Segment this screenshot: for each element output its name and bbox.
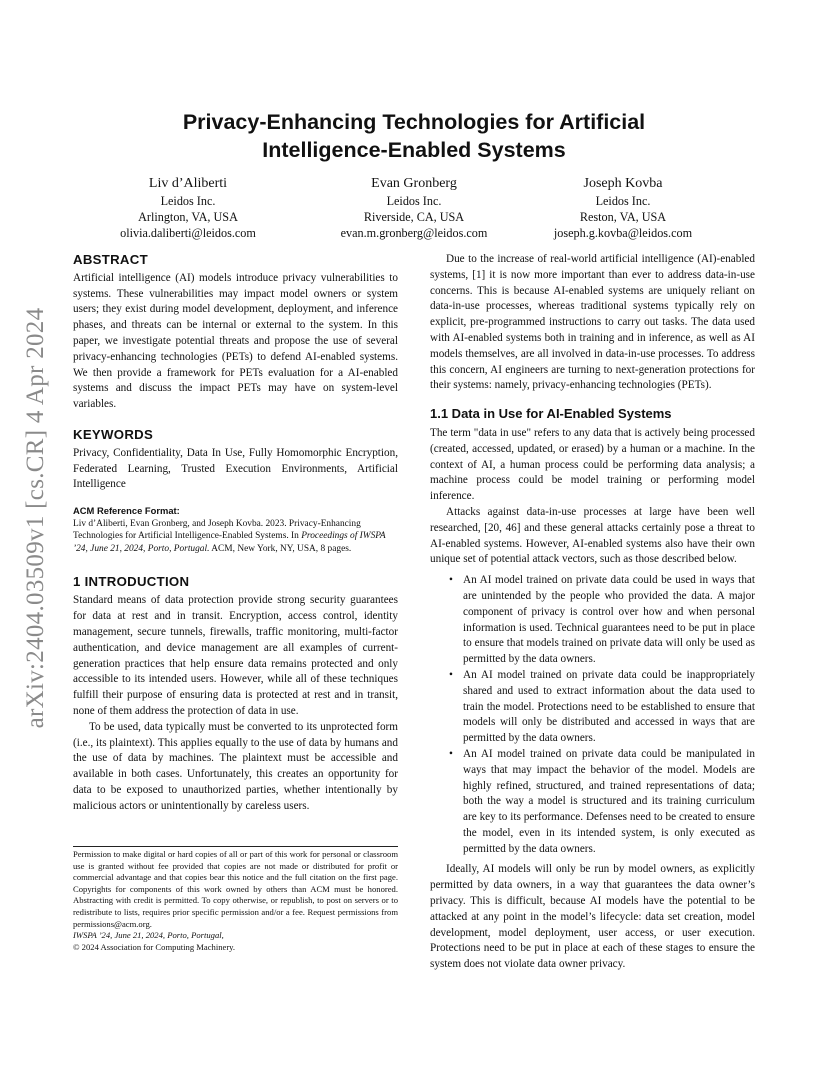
paper-title bbox=[73, 108, 755, 164]
section-paragraph-2: Attacks against data-in-use processes at large have been well researched, [20, 46] and these general attacks certainly pose a threat to AI-enabled systems. However, AI-enabled systems also have their own unique set of potential attack vectors, such as those described below. bbox=[430, 505, 755, 566]
keywords-text: Privacy, Confidentiality, Data In Use, Fully Homomorphic Encryption, Federated Learning, Trusted Execution Environments, Artificial Intelligence bbox=[73, 446, 398, 491]
list-item bbox=[430, 573, 755, 668]
title-line-2: Intelligence-Enabled Systems bbox=[262, 138, 566, 162]
author-name: Evan Gronberg bbox=[371, 176, 457, 191]
author-name: Joseph Kovba bbox=[583, 176, 663, 191]
footnote-copyright: © 2024 Association for Computing Machinery. bbox=[73, 941, 236, 952]
arxiv-sidebar-stamp bbox=[0, 0, 60, 1072]
section-1-1-heading: 1.1 Data in Use for AI-Enabled Systems bbox=[430, 406, 672, 422]
intro-continuation-paragraph: Due to the increase of real-world artificial intelligence (AI)-enabled systems, [1] it is now more important than ever to address data-in-use concerns. This is because AI-enabled systems are uniquely reliant on data-in-use processes, whereas traditional systems typically rely on explicit, pre-programmed instructions to carry out tasks. The data used with AI-enabled systems both in training and in inference, as well as AI models themselves, are all involved in data-in-use processes. To address this concern, AI engineers are turning to next-generation protections for their systems: namely, privacy-enhancing technologies (PETs). bbox=[430, 253, 755, 392]
author-location: Reston, VA, USA bbox=[579, 210, 667, 224]
intro-paragraph-2: To be used, data typically must be converted to its unprotected form (i.e., its plaintext). This applies equally to the use of data by humans and the use of data by machines. The plaintext must be accessible and available in both cases. Unfortunately, this creates an opportunity for data to be exposed to unauthorized parties, whether intentionally by malicious actors or unintentionally by careless users. bbox=[73, 720, 398, 812]
list-item-text: An AI model trained on private data could be manipulated in ways that may impact the behavior of the model. Models are highly refined, structured, and trained representations of data; both the way a model is structured and its training curriculum are key to its performance. Defenses need to be created to ensure the model, even in its intended system, is only executed as permitted by the data owners. bbox=[463, 747, 755, 855]
author-name: Liv d’Aliberti bbox=[148, 176, 228, 191]
bullet-icon: • bbox=[449, 668, 453, 681]
permission-text: Permission to make digital or hard copies of all or part of this work for personal or classroom use is granted without fee provided that copies are not made or distributed for profit or commercial advantage and that copies bear this notice and the full citation on the first page. Copyrights for components of this work owned by others than ACM must be honored. Abstracting with credit is permitted. To copy otherwise, or republish, to post on servers or to redistribute to lists, requires prior specific permission and/or a fee. Request permissions from permissions@acm.org. bbox=[73, 849, 398, 929]
keywords-heading: KEYWORDS bbox=[73, 426, 154, 442]
author-location: Arlington, VA, USA bbox=[138, 210, 238, 224]
introduction-heading: 1 INTRODUCTION bbox=[73, 573, 190, 589]
author-block-1 bbox=[88, 175, 288, 241]
permission-footnote bbox=[73, 849, 398, 953]
author-affiliation: Leidos Inc. bbox=[595, 194, 651, 208]
author-location: Riverside, CA, USA bbox=[363, 210, 465, 224]
acm-reference-publisher: ACM, New York, NY, USA, 8 pages. bbox=[209, 543, 352, 554]
acm-reference-citation: Liv d’Aliberti, Evan Gronberg, and Joseph Kovba. 2023. Privacy-Enhancing Technologies for Artificial Intelligence-Enabled Systems. In bbox=[73, 518, 361, 542]
section-paragraph-3: Ideally, AI models will only be run by model owners, as explicitly permitted by data owners, in a way that guarantees the data owner’s privacy. This is difficult, because AI models have the potential to be attacked at any point in the model’s lifecycle: data set creation, model development, model deployment, user access, or user execution. Protections need to be put in place at each of these stages to ensure the system does not violate data owner privacy. bbox=[430, 863, 755, 971]
author-email: joseph.g.kovba@leidos.com bbox=[553, 226, 693, 240]
author-affiliation: Leidos Inc. bbox=[386, 194, 442, 208]
list-item bbox=[430, 747, 755, 858]
list-item-text: An AI model trained on private data could be used in ways that are unintended by the people who provided the data. A major component of privacy is control over how and when personal information is used. Technical guarantees need to be put in place to ensure that models trained on private data will only be used as permitted by the data owners. bbox=[463, 574, 755, 666]
author-email: evan.m.gronberg@leidos.com bbox=[340, 226, 488, 240]
right-column bbox=[430, 252, 755, 973]
intro-paragraph-1: Standard means of data protection provide strong security guarantees for data at rest and in transit. Encryption, access control, identity management, secure tunnels, firewalls, traffic monitoring, multi-factor authentication, and device management are all examples of current-generation practices that help ensure data remains protected and only accessible to its intended users. However, while all of these techniques fulfill their purpose of ensuring data is protected at rest and in transit, none of them address the protection of data in use. bbox=[73, 594, 398, 717]
bullet-icon: • bbox=[449, 747, 453, 760]
bullet-icon: • bbox=[449, 574, 453, 587]
arxiv-id: arXiv:2404.03509v1 [cs.CR] 4 Apr 2024 bbox=[22, 307, 49, 729]
title-line-1: Privacy-Enhancing Technologies for Artificial bbox=[182, 110, 646, 134]
acm-reference-text bbox=[73, 518, 398, 556]
acm-reference-label: ACM Reference Format: bbox=[73, 505, 180, 517]
abstract-heading: ABSTRACT bbox=[73, 252, 148, 267]
author-affiliation: Leidos Inc. bbox=[160, 194, 216, 208]
list-item bbox=[430, 668, 755, 747]
footnote-venue: IWSPA ’24, June 21, 2024, Porto, Portugal, bbox=[73, 930, 224, 941]
list-item-text: An AI model trained on private data could be inappropriately shared and used to extract information about the data used to train the model. Protections need to be established to ensure that models will only be distributed and accessed in ways that are permitted by the data owners. bbox=[463, 668, 755, 745]
attack-vector-list bbox=[430, 573, 755, 857]
acm-reference bbox=[73, 505, 398, 555]
footnote-divider bbox=[73, 846, 398, 847]
left-column bbox=[73, 252, 398, 814]
acm-reference-venue: Proceedings of IWSPA ’24, June 21, 2024, Porto, Portugal. bbox=[73, 531, 386, 554]
author-block-3 bbox=[523, 175, 723, 241]
author-block-2 bbox=[314, 175, 514, 241]
author-email: olivia.daliberti@leidos.com bbox=[120, 226, 256, 240]
section-paragraph-1: The term "data in use" refers to any data that is actively being processed (created, accessed, updated, or erased) by a human or a machine. In the context of AI, a human process could be performing data analysis; a machine process could be model training or performing model inference. bbox=[430, 426, 755, 503]
abstract-text: Artificial intelligence (AI) models introduce privacy vulnerabilities to systems. These vulnerabilities may impact model owners or system users; they exist during model development, deployment, and inference phases, and threats can be internal or external to the system. In this paper, we investigate potential threats and propose the use of several privacy-enhancing technologies (PETs) to defend AI-enabled systems. We then provide a framework for PETs evaluation for a AI-enabled systems and discuss the impact PETs may have on system-level variables. bbox=[73, 271, 398, 411]
